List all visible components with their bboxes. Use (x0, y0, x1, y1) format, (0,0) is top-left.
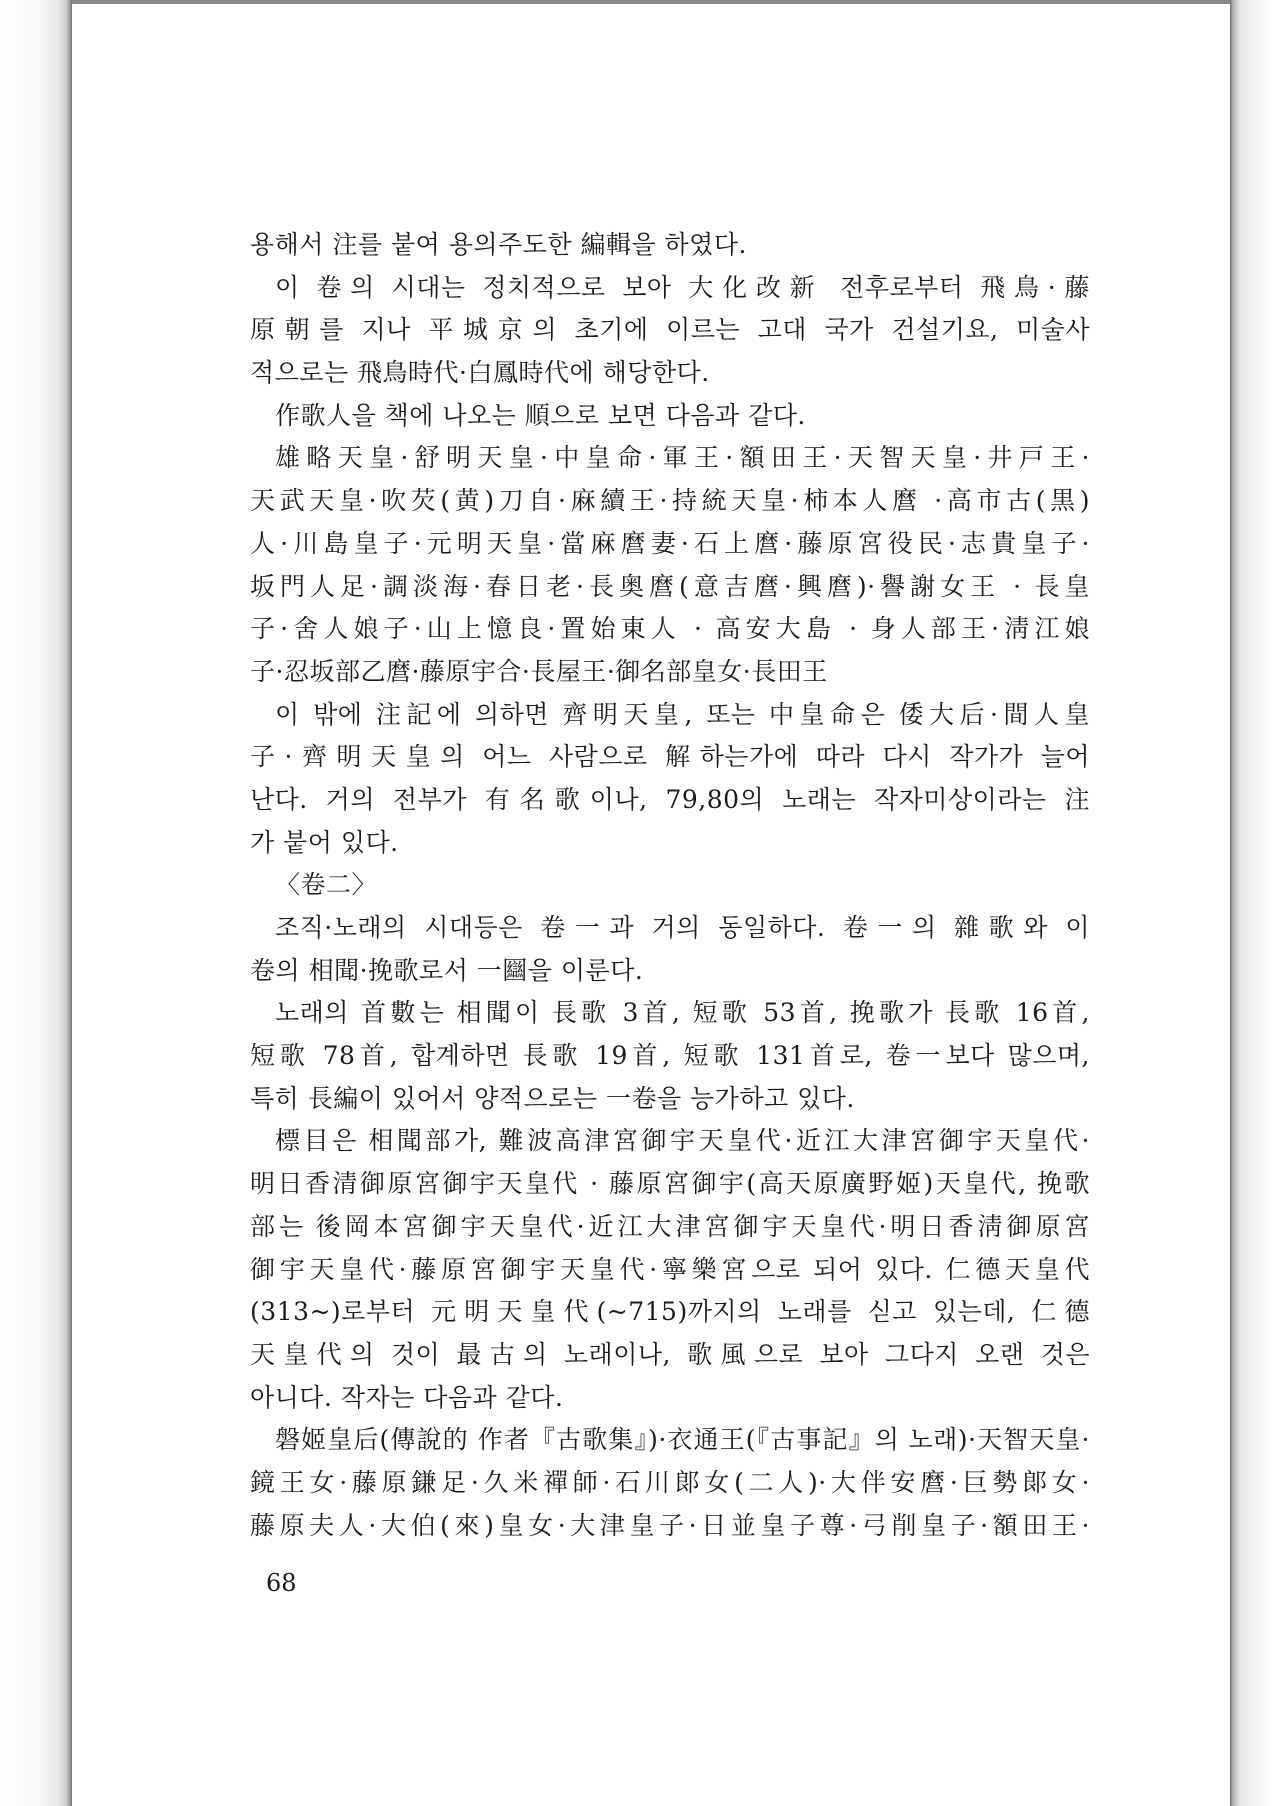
text-line: 原朝를 지나 平城京의 초기에 이르는 고대 국가 건설기요, 미술사 (250, 315, 1090, 345)
text-line: 용해서 注를 붙여 용의주도한 編輯을 하였다. (250, 230, 747, 259)
text-line: 적으로는 飛鳥時代·白鳳時代에 해당한다. (250, 358, 710, 388)
text-line: 子·齊明天皇의 어느 사람으로 解하는가에 따라 다시 작가가 늘어 (250, 742, 1090, 772)
text-line: (313~)로부터 元明天皇代(~715)까지의 노래를 싣고 있는데, 仁德 (250, 1297, 1090, 1327)
text-line: 作歌人을 책에 나오는 順으로 보면 다음과 같다. (275, 400, 806, 430)
text-line: 部는 後岡本宮御宇天皇代·近江大津宮御宇天皇代·明日香淸御原宮 (250, 1211, 1090, 1241)
text-line: 人·川島皇子·元明天皇·當麻麿妻·石上麿·藤原宮役民·志貴皇子· (250, 528, 1090, 558)
text-line: 天武天皇·吹芡(黄)刀自·麻續王·持統天皇·柿本人麿 ·高市古(黒) (250, 486, 1090, 516)
page-left-edge-shadow (0, 0, 72, 1806)
body-text (250, 224, 1090, 1547)
text-line: 이 밖에 注記에 의하면 齊明天皇, 또는 中皇命은 倭大后·間人皇 (275, 699, 1090, 729)
text-line: 雄略天皇·舒明天皇·中皇命·軍王·額田王·天智天皇·井戸王· (275, 443, 1090, 473)
text-line: 短歌 78首, 합계하면 長歌 19首, 短歌 131首로, 卷一보다 많으며, (250, 1041, 1090, 1071)
text-line: 조직·노래의 시대등은 卷一과 거의 동일하다. 卷一의 雜歌와 이 (275, 913, 1090, 942)
text-line: 특히 長編이 있어서 양적으로는 一卷을 능가하고 있다. (250, 1083, 855, 1113)
text-line: 標目은 相聞部가, 難波高津宮御宇天皇代·近江大津宮御宇天皇代· (275, 1126, 1090, 1156)
page-number: 68 (266, 1569, 297, 1597)
text-line: 子·舍人娘子·山上憶良·置始東人 · 高安大島 · 身人部王·淸江娘 (250, 614, 1090, 644)
text-line: 明日香清御原宮御宇天皇代 · 藤原宮御宇(高天原廣野姬)天皇代, 挽歌 (250, 1169, 1090, 1199)
text-line: 子·忍坂部乙麿·藤原宇合·長屋王·御名部皇女·長田王 (250, 656, 828, 686)
text-line: 天皇代의 것이 最古의 노래이나, 歌風으로 보아 그다지 오랜 것은 (250, 1339, 1090, 1369)
page-right-edge-shadow (1230, 0, 1274, 1806)
text-line: 藤原夫人·大伯(來)皇女·大津皇子·日並皇子尊·弓削皇子·額田王· (250, 1510, 1090, 1540)
text-line: 鏡王女·藤原鎌足·久米禪師·石川郞女(二人)·大伴安麿·巨勢郞女· (250, 1467, 1090, 1497)
text-line: 御宇天皇代·藤原宮御宇天皇代·寧樂宮으로 되어 있다. 仁德天皇代 (250, 1254, 1090, 1284)
text-line: 卷의 相聞·挽歌로서 一圝을 이룬다. (250, 955, 644, 985)
text-line: 〈卷二〉 (275, 870, 378, 900)
text-line: 이 卷의 시대는 정치적으로 보아 大化改新 전후로부터 飛鳥·藤 (275, 272, 1090, 302)
text-line: 난다. 거의 전부가 有名歌이나, 79,80의 노래는 작자미상이라는 注 (250, 784, 1090, 814)
text-line: 坂門人足·調淡海·春日老·長奥麿(意吉麿·興麿)·譽謝女王 · 長皇 (250, 571, 1090, 601)
text-line: 노래의 首數는 相聞이 長歌 3首, 短歌 53首, 挽歌가 長歌 16首, (275, 998, 1090, 1028)
text-line: 아니다. 작자는 다음과 같다. (250, 1382, 564, 1412)
text-line: 가 붙어 있다. (250, 827, 399, 857)
text-line: 磐姬皇后(傳說的 作者『古歌集』)·衣通王(『古事記』의 노래)·天智天皇· (275, 1425, 1090, 1455)
